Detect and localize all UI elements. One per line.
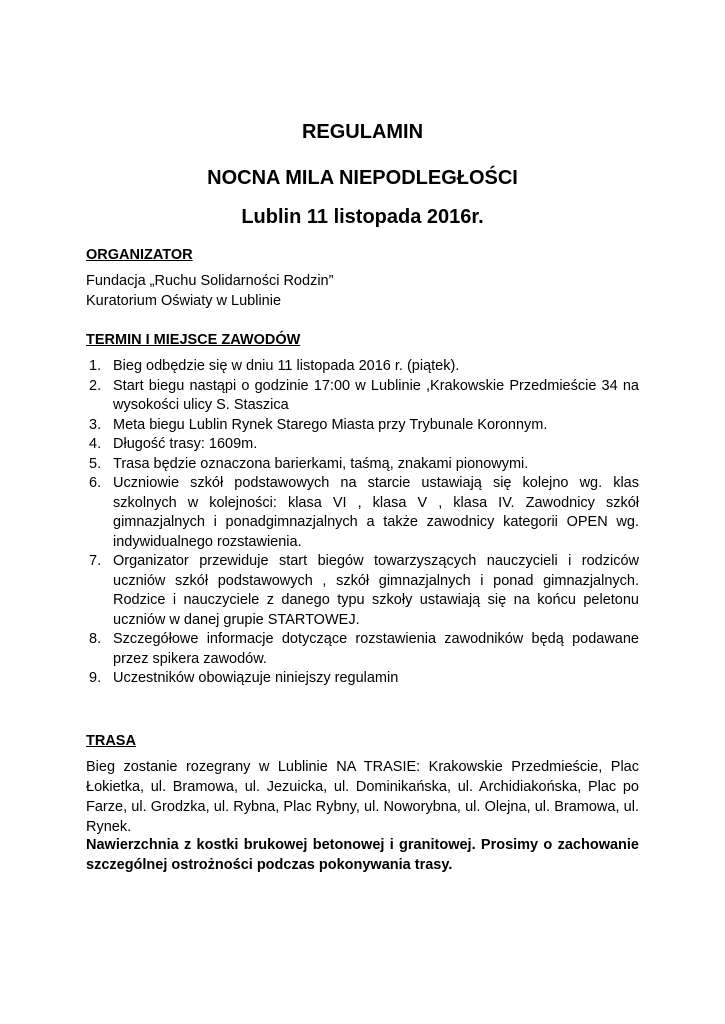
- document-title: REGULAMIN: [301, 121, 424, 143]
- rule-number: 1.: [89, 358, 102, 374]
- route-warning: Nawierzchnia z kostki brukowej betonowej i granitowej. Prosimy o zachowanie szczególnej ostrożności podczas pokonywania trasy.: [86, 837, 639, 873]
- route-description: Bieg zostanie rozegrany w Lublinie NA TRASIE: Krakowskie Przedmieście, Plac Łokietka, ul. Bramowa, ul. Jezuicka, ul. Dominikańska, ul. Archidiakońska, Plac po Farze, ul. Grodzka, ul. Rybna, Plac Rybny, ul. Noworybna, ul. Olejna, ul. Bramowa, ul. Rynek.: [86, 759, 639, 835]
- rule-number: 9.: [89, 670, 102, 686]
- rule-text: Organizator przewiduje start biegów towarzyszących nauczycieli i rodziców uczniów szkół podstawowych , szkół gimnazjalnych i ponad gimnazjalnych. Rodzice i nauczyciele z danego typu szkoły ustawiają się na końcu peletonu uczniów w danej grupie STARTOWEJ.: [113, 553, 639, 628]
- event-place-date: Lublin 11 listopada 2016r.: [241, 206, 484, 228]
- organizer-line: Kuratorium Oświaty w Lublinie: [86, 292, 282, 309]
- rule-item: [86, 669, 639, 689]
- rule-text: Uczestników obowiązuje niniejszy regulamin: [113, 670, 399, 686]
- rule-number: 3.: [89, 416, 102, 433]
- rule-item: [86, 416, 639, 436]
- rule-item: [86, 552, 639, 630]
- rule-text: Uczniowie szkół podstawowych na starcie ustawiają się kolejno wg. klas szkolnych w kolejności: klasa VI , klasa V , klasa IV. Zawodnicy szkół gimnazjalnych i ponadgimnazjalnych a także zawodnicy kategorii OPEN wg. indywidualnego rozstawienia.: [113, 475, 639, 550]
- schedule-heading: TERMIN I MIEJSCE ZAWODÓW: [86, 332, 301, 348]
- event-name: NOCNA MILA NIEPODLEGŁOŚCI: [207, 167, 518, 189]
- rule-text: Bieg odbędzie się w dniu 11 listopada 2016 r. (piątek).: [113, 358, 460, 374]
- organizer-list: [86, 272, 646, 311]
- rule-text: Trasa będzie oznaczona barierkami, taśmą, znakami pionowymi.: [113, 455, 529, 472]
- route-heading: TRASA: [86, 733, 136, 749]
- rule-number: 5.: [89, 455, 102, 472]
- rules-list: [86, 357, 639, 689]
- rule-text: Długość trasy: 1609m.: [113, 436, 258, 452]
- rule-number: 4.: [89, 436, 102, 452]
- rule-number: 8.: [89, 631, 102, 647]
- organizer-line: Fundacja „Ruchu Solidarności Rodzin”: [86, 273, 334, 289]
- rule-item: [86, 357, 639, 377]
- rule-text: Start biegu nastąpi o godzinie 17:00 w Lublinie ,Krakowskie Przedmieście 34 na wysokości ulicy S. Staszica: [113, 377, 639, 413]
- rule-text: Szczegółowe informacje dotyczące rozstawienia zawodników będą podawane przez spikera zawodów.: [113, 631, 639, 667]
- rule-item: [86, 474, 639, 552]
- rule-number: 7.: [89, 553, 102, 569]
- rule-text: Meta biegu Lublin Rynek Starego Miasta przy Trybunale Koronnym.: [113, 416, 548, 433]
- rule-item: [86, 455, 639, 475]
- rule-item: [86, 435, 639, 455]
- rule-item: [86, 630, 639, 669]
- rule-item: [86, 377, 639, 416]
- rule-number: 6.: [89, 475, 102, 491]
- organizer-heading: ORGANIZATOR: [86, 247, 193, 263]
- rule-number: 2.: [89, 377, 102, 394]
